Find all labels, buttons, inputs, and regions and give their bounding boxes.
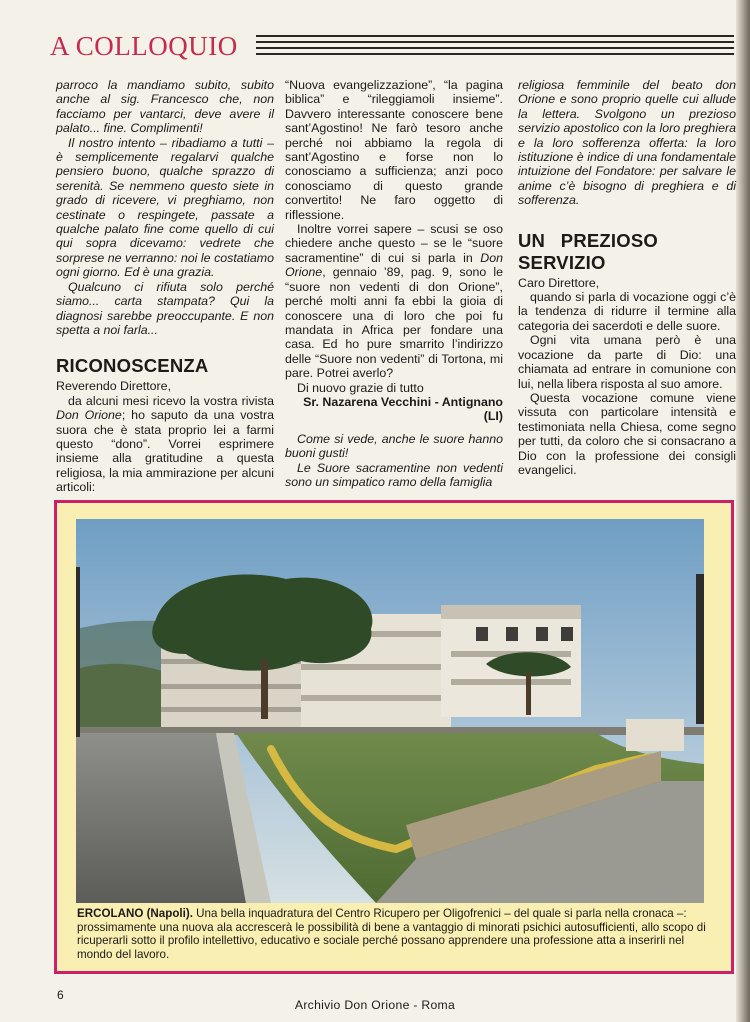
caption-label: ERCOLANO (Napoli). xyxy=(77,907,193,920)
reply-paragraph-1: Come si vede, anche le suore hanno buoni gusti! xyxy=(285,431,503,461)
col1-salutation: Reverendo Direttore, xyxy=(56,379,172,394)
column-3 xyxy=(518,78,736,477)
col3-paragraph-4: Questa vocazione comune viene vissuta con particolare intensità e testimoniata nella Chiesa, come segno per tutti, da coloro che si consacrano a Dio con la professione dei consigli evangelici. xyxy=(518,390,736,477)
reply-paragraph-2: Le Suore sacramentine non vedenti sono un simpatico ramo della famiglia xyxy=(285,460,503,489)
col3-paragraph-1: religiosa femminile del beato don Orione e sono proprio quelle cui allude la lettera. Svolgono un prezioso servizio apostolico con la loro preghiera e la loro sofferenza offerta: la loro istituzione è indice di una fondamentale intuizione del Fondatore: per salvare le anime c’è bisogno di preghiera e di sofferenza. xyxy=(518,78,736,208)
page-edge xyxy=(736,0,750,1022)
col2-paragraph-3: Di nuovo grazie di tutto xyxy=(297,380,424,395)
column-1 xyxy=(56,78,274,495)
col1-paragraph-1: parroco la mandiamo subito, subito anche al sig. Francesco che, non facciamo per vantarci, deve avere il palato... fine. Complimenti! xyxy=(56,78,274,136)
col3-paragraph-3: Ogni vita umana però è una vocazione da parte di Dio: una chiamata ad entrare in comunione con lui, nella libera risposta al suo amore. xyxy=(518,333,736,391)
building-photo xyxy=(76,519,704,903)
col3-salutation: Caro Direttore, xyxy=(518,275,600,290)
column-2 xyxy=(285,78,503,489)
col3-paragraph-2: quando si parla di vocazione oggi c’è la tendenza di ridurre il termine alla categoria dei sacerdoti e delle suore. xyxy=(518,290,736,333)
archive-footer: Archivio Don Orione - Roma xyxy=(294,998,456,1012)
photo-caption xyxy=(77,907,717,961)
col1-paragraph-3: Qualcuno ci rifiuta solo perché siamo... carta stampata? Qui la diagnosi sarebbe preoccupante. E non spetta a noi farla... xyxy=(56,279,274,337)
col1-paragraph-4: da alcuni mesi ricevo la vostra rivista Don Orione; ho saputo da una vostra suora che è stata proprio lei a farmi questo “dono”. Vorrei esprimere insieme alla gratitudine a questa religiosa, la mia ammirazione per alcuni articoli: xyxy=(56,393,274,495)
heading-un-prezioso-servizio: UN PREZIOSO SERVIZIO xyxy=(518,229,658,273)
col1-paragraph-2: Il nostro intento – ribadiamo a tutti – è semplicemente regalarvi qualche pensiero buono, qualche sprazzo di serenità. Se nemmeno questo siete in grado di ricevere, vi preghiamo, non cestinate o respingete, passate a qualche palato fine come quello di cui qui sopra dicevamo: vedrete che sorprese ne verranno: noi le costatiamo ogni giorno. Ed è una grazia. xyxy=(56,135,274,280)
col2-paragraph-2: Inoltre vorrei sapere – scusi se oso chiedere anche questo – se le “suore sacramentine” di cui si parla in Don Orione, gennaio ’89, pag. 9, sono le “suore non vedenti di don Orione”, perché molti anni fa ebbi la gioia di conoscere una di loro che poi fu mandata in Africa per fondare una casa. Ed ho pure smarrito l’indirizzo delle “Suore non vedenti” di Tortona, mi pare. Potrei averlo? xyxy=(285,222,503,381)
section-header xyxy=(50,30,740,62)
caption-text: Una bella inquadratura del Centro Ricupero per Oligofrenici – del quale si parla nella cronaca –: prossimamente una nuova ala accrescerà le possibilità di bene a vantaggio di minorati psichici autosufficienti, allo scopo di ricuperarli sotto il profilo intellettivo, educativo e sociale perché possano apprendere una professione atta a inserirli nel mondo del lavoro. xyxy=(77,907,706,961)
letter-signature: Sr. Nazarena Vecchini - Antignano (LI) xyxy=(303,394,503,424)
header-rules xyxy=(256,35,734,59)
section-title: A COLLOQUIO xyxy=(50,31,238,61)
col2-paragraph-1: “Nuova evangelizzazione”, “la pagina biblica” e “rileggiamoli insieme”. Davvero interessante conoscere bene sant’Agostino! Ne farò tesoro anche perché noi abbiamo la regola di sant’Agostino e forse non lo conosciamo a sufficienza; anzi poco conosciamo di questo grande convertito! Ne faro oggetto di riflessione. xyxy=(285,78,503,222)
heading-riconoscenza: RICONOSCENZA xyxy=(56,355,209,377)
page-number: 6 xyxy=(57,988,64,1002)
photo-box xyxy=(54,500,734,974)
